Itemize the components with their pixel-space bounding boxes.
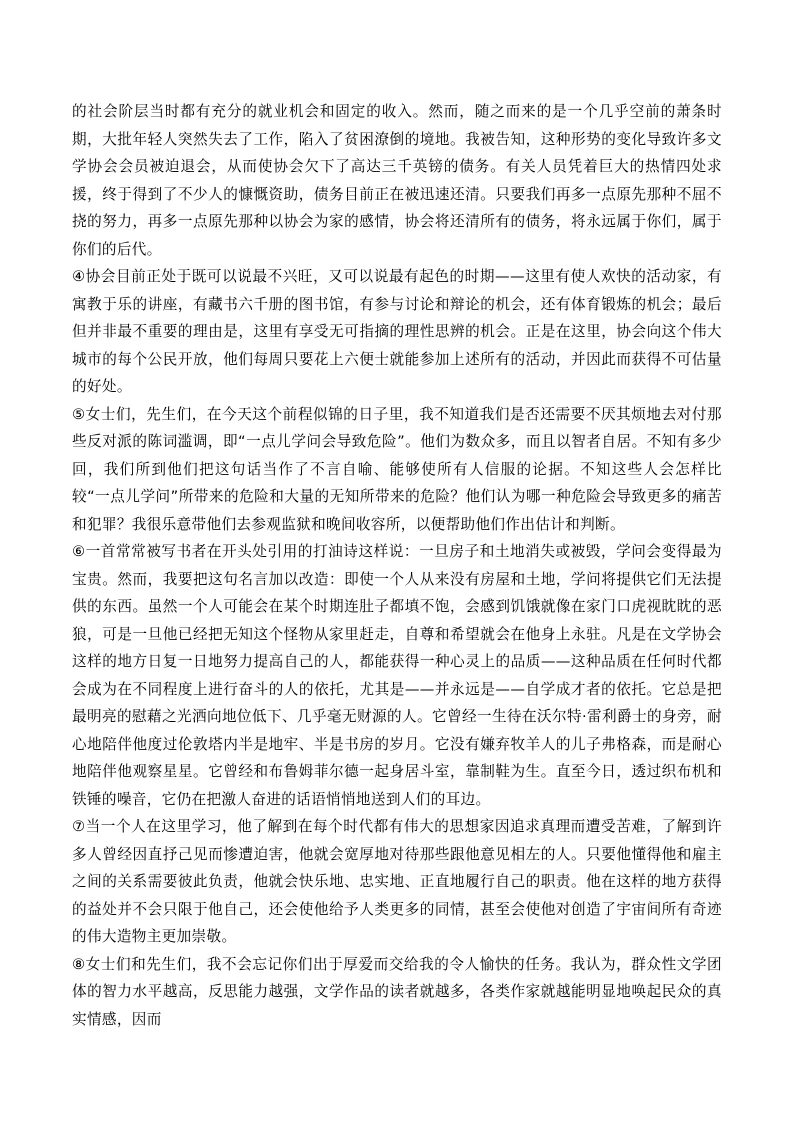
paragraph-4: ④协会目前正处于既可以说最不兴旺，又可以说最有起色的时期——这里有使人欢快的活动家，有寓教于乐的讲座，有藏书六千册的图书馆，有参与讨论和辩论的机会，还有体育锻炼的机会；最后但并非最不重要的理由是，这里有享受无可指摘的理性思辨的机会。正是在这里，协会向这个伟大城市的每个公民开放，他们每周只要花上六便士就能参加上述所有的活动，并因此而获得不可估量的好处。 xyxy=(72,268,722,395)
document-page xyxy=(72,98,722,1033)
paragraph-continued: 的社会阶层当时都有充分的就业机会和固定的收入。然而，随之而来的是一个几乎空前的萧条时期，大批年轻人突然失去了工作，陷入了贫困潦倒的境地。我被告知，这种形势的变化导致许多文学协会会员被迫退会，从而使协会欠下了高达三千英镑的债务。有关人员凭着巨大的热情四处求援，终于得到了不少人的慷慨资助，债务目前正在被迅速还清。只要我们再多一点原先那种不屈不挠的努力，再多一点原先那种以协会为家的感情，协会将还清所有的债务，将永远属于你们，属于你们的后代。 xyxy=(72,103,722,258)
paragraph-8: ⑧女士们和先生们，我不会忘记你们出于厚爱而交给我的令人愉快的任务。我认为，群众性文学团体的智力水平越高，反思能力越强，文学作品的读者就越多，各类作家就越能明显地唤起民众的真实情感，因而 xyxy=(72,955,722,1028)
paragraph-5: ⑤女士们，先生们，在今天这个前程似锦的日子里，我不知道我们是否还需要不厌其烦地去对付那些反对派的陈词滥调，即“一点儿学问会导致危险”。他们为数众多，而且以智者自居。不知有多少回，我们所到他们把这句话当作了不言自喻、能够使所有人信服的论据。不知这些人会怎样比较“一点儿学问”所带来的危险和大量的无知所带来的危险？他们认为哪一种危险会导致更多的痛苦和犯罪？我很乐意带他们去参观监狱和晚间收容所，以便帮助他们作出估计和判断。 xyxy=(72,405,722,533)
paragraph-6: ⑥一首常常被写书者在开头处引用的打油诗这样说：一旦房子和土地消失或被毁，学问会变得最为宝贵。然而，我要把这句名言加以改造：即使一个人从来没有房屋和土地，学问将提供它们无法提供的东西。虽然一个人可能会在某个时期连肚子都填不饱，会感到饥饿就像在家门口虎视眈眈的恶狼，可是一旦他已经把无知这个怪物从家里赶走，自尊和希望就会在他身上永驻。凡是在文学协会这样的地方日复一日地努力提高自己的人，都能获得一种心灵上的品质——这种品质在任何时代都会成为在不同程度上进行奋斗的人的依托，尤其是——并永远是——自学成才者的依托。它总是把最明亮的慰藉之光洒向地位低下、几乎毫无财源的人。它曾经一生待在沃尔特·雷利爵士的身旁，耐心地陪伴他度过伦敦塔内半是地牢、半是书房的岁月。它没有嫌弃牧羊人的儿子弗格森，而是耐心地陪伴他观察星星。它曾经和布鲁姆菲尔德一起身居斗室，靠制鞋为生。直至今日，透过织布机和铁锤的噪音，它仍在把激人奋进的话语悄悄地送到人们的耳边。 xyxy=(72,543,722,808)
paragraph-7: ⑦当一个人在这里学习，他了解到在每个时代都有伟大的思想家因追求真理而遭受苦难，了解到许多人曾经因直抒己见而惨遭迫害，他就会宽厚地对待那些跟他意见相左的人。只要他懂得他和雇主之间的关系需要彼此负责，他就会快乐地、忠实地、正直地履行自己的职责。他在这样的地方获得的益处并不会只限于他自己，还会使他给予人类更多的同情，甚至会使他对创造了宇宙间所有奇迹的伟大造物主更加崇敬。 xyxy=(72,818,722,945)
